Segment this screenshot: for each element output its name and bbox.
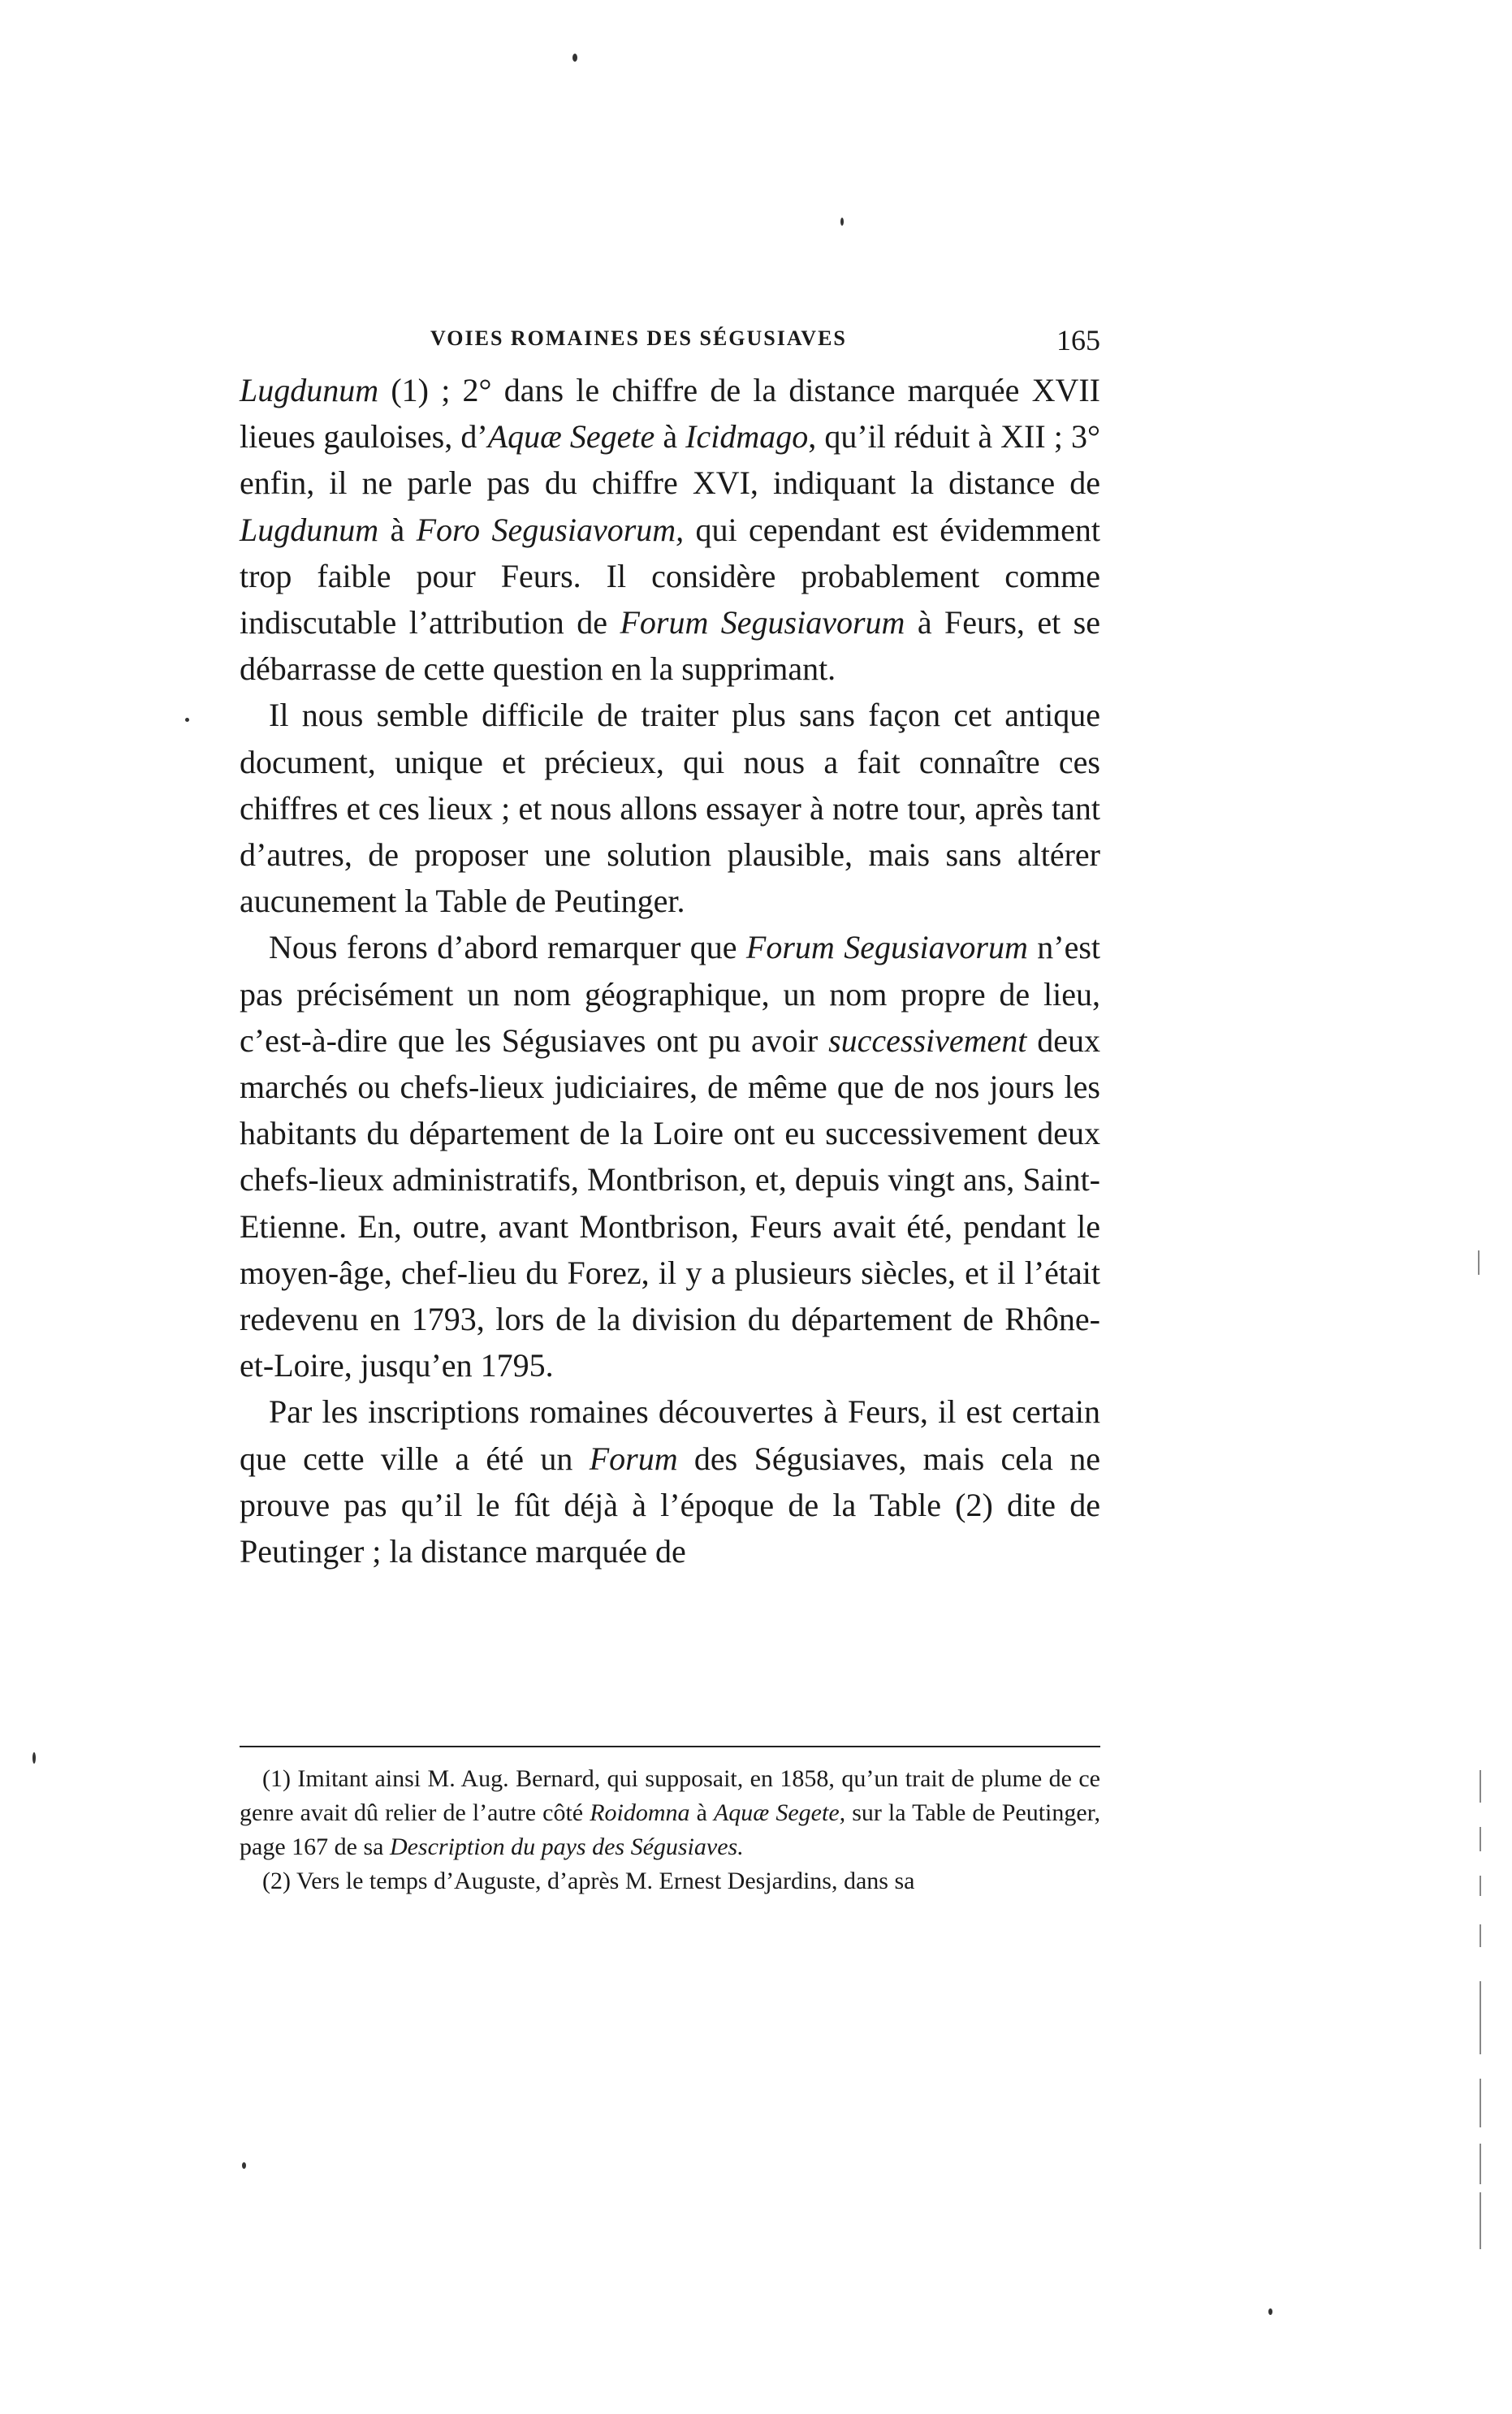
paragraph-4: Par les inscriptions romaines découvertes à Feurs, il est certain que cette ville a été un Forum des Ségusiaves, mais cela ne prouve pas qu’il le fût déjà à l’époque de la Table (2) dite de Peutinger ; la distance marquée de [240, 1393, 1100, 1570]
italic-run: Lugdunum [240, 511, 379, 548]
scan-speck [572, 54, 577, 62]
footnote-rule [240, 1746, 1100, 1747]
scan-speck [840, 218, 844, 226]
italic-run: Roidomna [590, 1799, 690, 1826]
page-number: 165 [1056, 324, 1100, 356]
margin-scan-line [1478, 1250, 1480, 1275]
italic-run: Foro Segusiavorum, [416, 511, 685, 548]
footnote-2: (2) Vers le temps d’Auguste, d’après M. Ernest Desjardins, dans sa [262, 1868, 915, 1894]
italic-run: Aquæ Segete, [713, 1799, 846, 1826]
margin-scan-line [1480, 2079, 1481, 2127]
margin-scan-line [1480, 2144, 1481, 2184]
margin-scan-line [1480, 2192, 1481, 2249]
margin-scan-line [1480, 1827, 1481, 1851]
margin-scan-line [1480, 1876, 1481, 1896]
paragraph-3: Nous ferons d’abord remarquer que Forum Segusiavorum n’est pas précisément un nom géographique, un nom propre de lieu, c’est-à-dire que les Ségusiaves ont pu avoir successivement deux marchés ou chefs-lieux judiciaires, de même que de nos jours les habitants du département de la Loire ont eu successivement deux chefs-lieux administratifs, Montbrison, et, depuis vingt ans, Saint-Etienne. En, outre, avant Montbrison, Feurs avait été, pendant le moyen-âge, chef-lieu du Forez, il y a plusieurs siècles, et il l’était redevenu en 1793, lors de la division du département de Rhône-et-Loire, jusqu’en 1795. [240, 929, 1100, 1384]
italic-run: Aquæ Segete [487, 418, 655, 456]
footnotes [240, 1762, 1100, 1898]
scan-speck [1268, 2308, 1272, 2315]
paragraph-2: Il nous semble difficile de traiter plus sans façon cet antique document, unique et précieux, qui nous a fait connaître ces chiffres et ces lieux ; et nous allons essayer à notre tour, après tant d’autres, de proposer une solution plausible, mais sans altérer aucunement la Table de Peutinger. [240, 697, 1100, 920]
italic-run: Lugdunum [240, 372, 379, 408]
footnote-1: (1) Imitant ainsi M. Aug. Bernard, qui supposait, en 1858, qu’un trait de plume de ce genre avait dû relier de l’autre côté Roidomna à Aquæ Segete, sur la Table de Peutinger, page 167 de sa Description du pays des Ségusiaves. [240, 1765, 1100, 1860]
scan-speck [185, 718, 189, 722]
body-text [240, 367, 1100, 1574]
scan-speck [32, 1752, 36, 1764]
italic-run: Forum Segusiavorum [620, 604, 905, 641]
scan-speck [242, 2162, 246, 2169]
italic-run: successivement [828, 1021, 1027, 1059]
running-title: VOIES ROMAINES DES SÉGUSIAVES [430, 326, 847, 350]
running-head [240, 323, 1100, 364]
italic-run: Forum [589, 1440, 678, 1477]
margin-scan-line [1480, 1770, 1481, 1803]
margin-scan-line [1480, 1924, 1481, 1947]
paragraph-1: Lugdunum (1) ; 2° dans le chiffre de la distance marquée XVII lieues gauloises, d’Aquæ Segete à Icidmago, qu’il réduit à XII ; 3° enfin, il ne parle pas du chiffre XVI, indiquant la distance de Lugdunum à Foro Segusiavorum, qui cependant est évidemment trop faible pour Feurs. Il considère probablement comme indiscutable l’attribution de Forum Segusiavorum à Feurs, et se débarrasse de cette question en la supprimant. [240, 372, 1101, 688]
italic-run: Forum Segusiavorum [745, 929, 1028, 966]
italic-run: Description du pays des Ségusiaves. [389, 1833, 744, 1860]
margin-scan-line [1480, 1981, 1481, 2054]
italic-run: Icidmago [685, 418, 809, 456]
